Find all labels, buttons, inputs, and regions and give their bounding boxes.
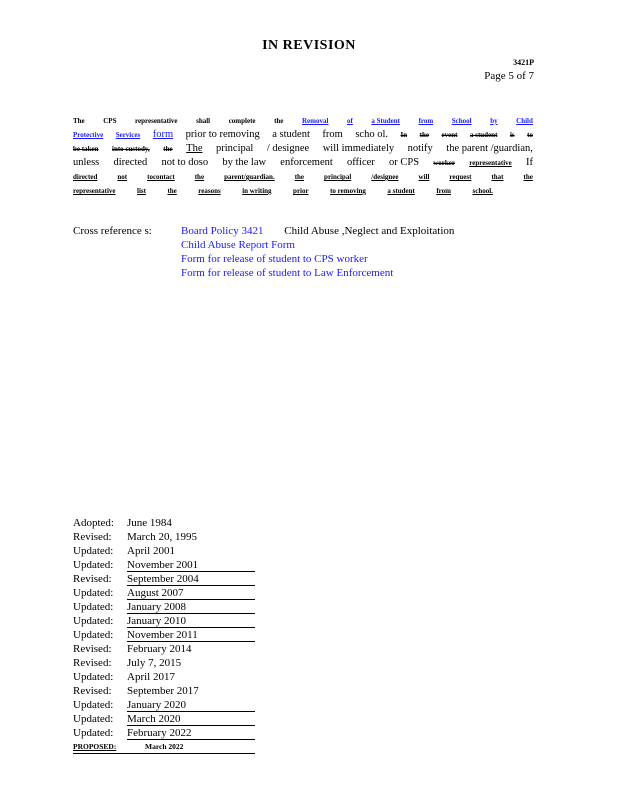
policy-number: 3421P bbox=[513, 58, 534, 67]
history-label: Revised: bbox=[73, 573, 112, 585]
history-label: Updated: bbox=[73, 671, 114, 683]
history-row bbox=[73, 600, 255, 614]
history-label: Updated: bbox=[73, 699, 114, 711]
word: to removing bbox=[330, 187, 366, 195]
deleted-word: event bbox=[441, 131, 458, 139]
word: the bbox=[274, 117, 284, 125]
paragraph-line-5 bbox=[73, 170, 533, 184]
paragraph-line-3 bbox=[73, 142, 533, 156]
history-label: PROPOSED: bbox=[73, 742, 117, 751]
history-label: Revised: bbox=[73, 643, 112, 655]
history-date: January 2008 bbox=[127, 601, 186, 613]
inserted-word: School bbox=[451, 117, 472, 125]
history-label: Updated: bbox=[73, 587, 114, 599]
word: a student bbox=[387, 187, 415, 195]
deleted-word: the bbox=[419, 131, 429, 139]
word: the bbox=[523, 173, 533, 181]
history-label: Updated: bbox=[73, 629, 114, 641]
word: parent/guardian. bbox=[224, 173, 275, 181]
word: from bbox=[436, 187, 451, 195]
history-label: Updated: bbox=[73, 615, 114, 627]
word: representative bbox=[135, 117, 178, 125]
history-row bbox=[73, 544, 255, 558]
inserted-word: The bbox=[186, 143, 203, 154]
history-row bbox=[73, 572, 255, 586]
history-label: Updated: bbox=[73, 559, 114, 571]
revision-history bbox=[73, 516, 255, 754]
word: request bbox=[449, 173, 472, 181]
deleted-word: be taken bbox=[73, 145, 99, 153]
word: the bbox=[294, 173, 305, 181]
history-date: February 2014 bbox=[127, 643, 192, 655]
history-label: Updated: bbox=[73, 713, 114, 725]
page-number: Page 5 of 7 bbox=[484, 70, 534, 82]
history-row bbox=[73, 586, 255, 600]
history-date: August 2007 bbox=[127, 587, 184, 599]
history-date: June 1984 bbox=[127, 517, 172, 529]
history-label: Updated: bbox=[73, 601, 114, 613]
history-row bbox=[73, 614, 255, 628]
history-row bbox=[73, 684, 255, 698]
history-label: Revised: bbox=[73, 685, 112, 697]
cross-reference-item[interactable]: Child Abuse Report Form bbox=[181, 239, 295, 251]
text-run: scho ol. bbox=[355, 129, 388, 140]
cross-reference-link[interactable]: Board Policy 3421 bbox=[181, 225, 264, 237]
word: CPS bbox=[103, 117, 117, 125]
word: directed bbox=[73, 173, 98, 181]
history-row bbox=[73, 712, 255, 726]
history-label: Adopted: bbox=[73, 517, 114, 529]
history-label: Updated: bbox=[73, 545, 114, 557]
history-date: November 2001 bbox=[127, 559, 199, 571]
word: not bbox=[117, 173, 128, 181]
history-row bbox=[73, 530, 255, 544]
word: complete bbox=[228, 117, 256, 125]
word: in writing bbox=[242, 187, 272, 195]
history-date: November 2011 bbox=[127, 629, 198, 641]
history-date: March 2020 bbox=[127, 713, 181, 725]
cross-reference-item[interactable]: Form for release of student to Law Enforcement bbox=[181, 267, 394, 279]
history-date: April 2017 bbox=[127, 671, 175, 683]
paragraph-line-1 bbox=[73, 114, 533, 128]
text-run: directed bbox=[113, 157, 148, 168]
history-date: March 20, 1995 bbox=[127, 531, 197, 543]
word: /designee bbox=[371, 173, 399, 181]
word: The bbox=[73, 117, 85, 125]
history-date: March 2022 bbox=[145, 742, 184, 751]
text-run: prior to removing bbox=[185, 129, 260, 140]
word: representative bbox=[73, 187, 116, 195]
text-run: from bbox=[322, 129, 343, 140]
deleted-word: In bbox=[400, 131, 408, 139]
history-date: July 7, 2015 bbox=[127, 657, 182, 669]
text-run: principal bbox=[216, 143, 254, 154]
text-run: enforcement bbox=[280, 157, 333, 168]
procedure-paragraph bbox=[73, 114, 533, 198]
text-run: or CPS bbox=[388, 157, 420, 168]
inserted-word: Removal bbox=[301, 117, 329, 125]
history-row bbox=[73, 656, 255, 670]
history-row bbox=[73, 558, 255, 572]
inserted-word: representative bbox=[469, 159, 512, 167]
word: list bbox=[137, 187, 146, 195]
paragraph-line-4 bbox=[73, 156, 533, 170]
text-run: by the law bbox=[222, 157, 267, 168]
history-date: September 2004 bbox=[127, 573, 199, 585]
word: tocontact bbox=[147, 173, 175, 181]
inserted-word: Child bbox=[516, 117, 533, 125]
text-run: / designee bbox=[266, 143, 310, 154]
deleted-word: to bbox=[527, 131, 533, 139]
text-run: notify bbox=[407, 143, 433, 154]
cross-reference-item[interactable] bbox=[181, 224, 501, 238]
history-label: Revised: bbox=[73, 531, 112, 543]
word: shall bbox=[196, 117, 211, 125]
history-label: Revised: bbox=[73, 657, 112, 669]
history-row bbox=[73, 698, 255, 712]
history-row bbox=[73, 642, 255, 656]
history-row bbox=[73, 628, 255, 642]
inserted-word: form bbox=[152, 129, 174, 140]
text-run: a student bbox=[272, 129, 310, 140]
deleted-word: the bbox=[163, 145, 173, 153]
history-date: February 2022 bbox=[127, 727, 192, 739]
text-run: the parent /guardian, bbox=[446, 143, 533, 154]
inserted-word: Protective bbox=[73, 131, 104, 139]
inserted-word: Services bbox=[115, 131, 141, 139]
word: school. bbox=[472, 187, 493, 195]
inserted-word: by bbox=[490, 117, 498, 125]
history-row-proposed bbox=[73, 740, 255, 754]
word: principal bbox=[324, 173, 352, 181]
text-run: officer bbox=[346, 157, 375, 168]
word: the bbox=[194, 173, 205, 181]
cross-reference-item[interactable]: Form for release of student to CPS worker bbox=[181, 253, 368, 265]
word: the bbox=[167, 187, 177, 195]
cross-reference-list bbox=[181, 224, 501, 280]
history-date: January 2020 bbox=[127, 699, 186, 711]
text-run: unless bbox=[73, 157, 100, 168]
deleted-word: into custody, bbox=[112, 145, 150, 153]
document-title: IN REVISION bbox=[262, 38, 356, 53]
inserted-word: a Student bbox=[371, 117, 400, 125]
cross-reference-description: Child Abuse ,Neglect and Exploitation bbox=[284, 225, 455, 237]
deleted-word: worker bbox=[433, 159, 456, 167]
history-label: Updated: bbox=[73, 727, 114, 739]
deleted-word: a student bbox=[469, 131, 498, 139]
text-run: will immediately bbox=[322, 143, 395, 154]
history-row bbox=[73, 670, 255, 684]
paragraph-line-6 bbox=[73, 184, 493, 198]
text-run: not to doso bbox=[161, 157, 209, 168]
history-row bbox=[73, 726, 255, 740]
inserted-word: of bbox=[347, 117, 353, 125]
cross-reference-label: Cross reference s: bbox=[73, 225, 152, 237]
history-date: September 2017 bbox=[127, 685, 199, 697]
inserted-word: from bbox=[418, 117, 434, 125]
deleted-word: is bbox=[509, 131, 515, 139]
word: will bbox=[418, 173, 430, 181]
word: reasons bbox=[198, 187, 221, 195]
history-date: April 2001 bbox=[127, 545, 175, 557]
text-run: If bbox=[525, 157, 533, 168]
word: that bbox=[491, 173, 504, 181]
history-row bbox=[73, 516, 255, 530]
word: prior bbox=[293, 187, 309, 195]
paragraph-line-2 bbox=[73, 128, 533, 142]
history-date: January 2010 bbox=[127, 615, 186, 627]
